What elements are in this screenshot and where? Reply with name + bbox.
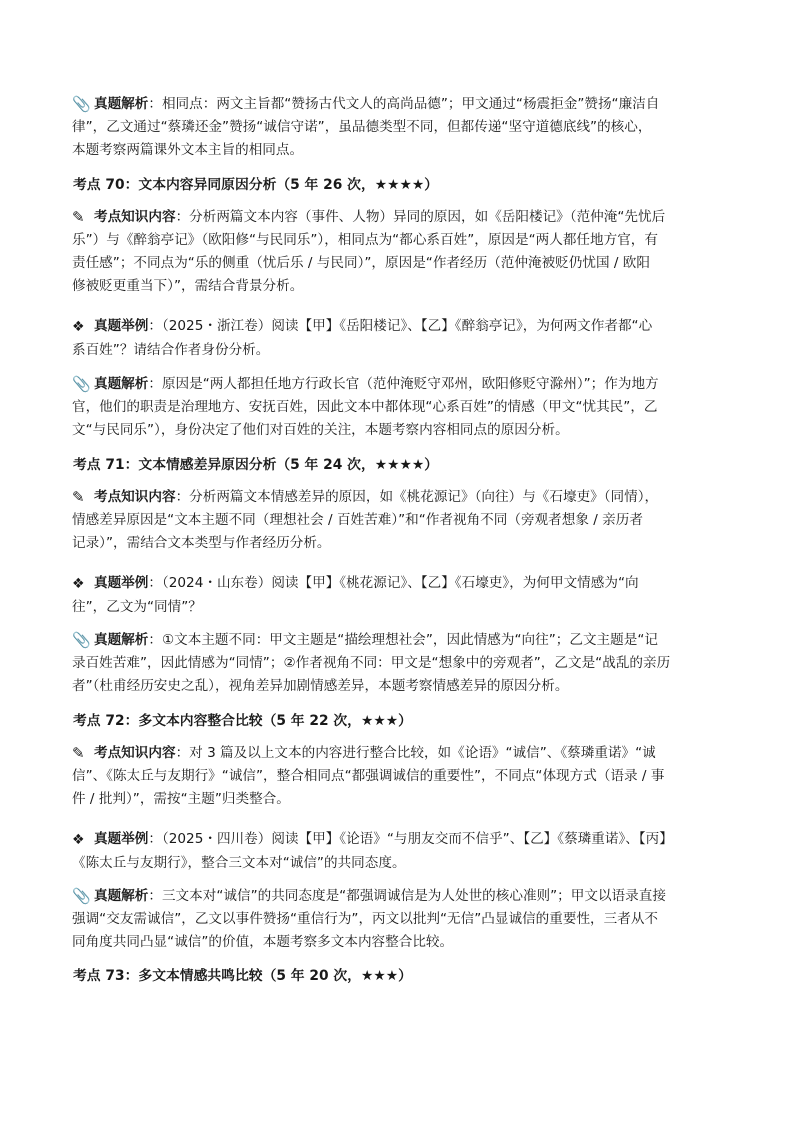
diamond-icon: ❖: [72, 832, 85, 848]
text-line: 者”（杜甫经历安史之乱），视角差异加剧情感差异，本题考察情感差异的原因分析。: [72, 678, 569, 694]
paperclip-icon: 📎: [72, 375, 91, 393]
text-line: 分析两篇文本内容（事件、人物）异同的原因，如《岳阳楼记》（范仲淹“先忧后: [189, 209, 666, 225]
analysis-label: 真题解析 ：: [94, 632, 162, 648]
text-line: [72, 206, 762, 229]
answer-analysis: [72, 93, 762, 162]
text-line: [72, 629, 762, 652]
example-label: 真题举例 ：: [94, 831, 162, 847]
text-line: 本题考察两篇课外文本主旨的相同点。: [72, 142, 304, 158]
knowledge-label: 考点知识内容 ：: [94, 489, 189, 505]
section-heading: 考点 70：文本内容异同原因分析（5 年 26 次，★★★★）: [73, 177, 439, 193]
text-line: [72, 572, 762, 596]
pencil-icon: ✎: [72, 744, 85, 762]
paperclip-icon: 📎: [72, 631, 91, 649]
exam-example: [72, 315, 762, 362]
analysis-label: 真题解析 ：: [94, 376, 162, 392]
answer-analysis: [72, 373, 762, 442]
text-line: [72, 742, 762, 765]
paperclip-icon: 📎: [72, 95, 91, 113]
text-line: （2025・四川卷）阅读【甲】《论语》“与朋友交而不信乎”、【乙】《蔡璘重诺》、【丙】: [161, 831, 673, 847]
pencil-icon: ✎: [72, 208, 85, 226]
text-line: 三文本对“诚信”的共同态度是“都强调诚信是为人处世的核心准则”；甲文以语录直接: [161, 888, 666, 904]
text-line: 原因是“两人都担任地方行政长官（范仲淹贬守邓州，欧阳修贬守滁州）”；作为地方: [161, 376, 659, 392]
knowledge-content: [72, 486, 762, 555]
answer-analysis: [72, 885, 762, 954]
diamond-icon: ❖: [72, 319, 85, 335]
text-line: 对 3 篇及以上文本的内容进行整合比较，如《论语》“诚信”、《蔡璘重诺》“诚: [189, 745, 656, 761]
text-line: 强调“交友需诚信”，乙文以事件赞扬“重信行为”，丙文以批判“无信”凸显诚信的重要性，三者从不: [72, 911, 659, 927]
knowledge-content: [72, 206, 762, 298]
knowledge-label: 考点知识内容 ：: [94, 745, 189, 761]
text-line: 情感差异原因是“文本主题不同（理想社会 / 百姓苦难）”和“作者视角不同（旁观者想象 / 亲历者: [72, 512, 643, 528]
text-line: 信”、《陈太丘与友期行》“诚信”，整合相同点“都强调诚信的重要性”，不同点“体现方式（语录 / 事: [72, 768, 665, 784]
section-heading: 考点 72：多文本内容整合比较（5 年 22 次，★★★）: [73, 713, 412, 729]
exam-example: [72, 828, 762, 875]
text-line: 乐”）与《醉翁亭记》（欧阳修“与民同乐”），相同点为“都心系百姓”，原因是“两人都任地方官，有: [72, 232, 658, 248]
exam-example: [72, 572, 762, 619]
text-line: [72, 486, 762, 509]
text-line: 文“与民同乐”），身份决定了他们对百姓的关注，本题考察内容相同点的原因分析。: [72, 422, 569, 438]
analysis-label: 真题解析 ：: [94, 96, 162, 112]
text-line: 录百姓苦难”，因此情感为“同情”；②作者视角不同：甲文是“想象中的旁观者”，乙文是“战乱的亲历: [72, 655, 671, 671]
diamond-icon: ❖: [72, 576, 85, 592]
knowledge-content: [72, 742, 762, 811]
text-line: ①文本主题不同：甲文主题是“描绘理想社会”，因此情感为“向往”；乙文主题是“记: [161, 632, 658, 648]
text-line: 同角度共同凸显“诚信”的价值，本题考察多文本内容整合比较。: [72, 934, 454, 950]
text-line: [72, 93, 762, 116]
text-line: 修被贬更重当下）”，需结合背景分析。: [72, 278, 304, 294]
text-line: 《陈太丘与友期行》，整合三文本对“诚信”的共同态度。: [72, 855, 406, 871]
text-line: [72, 885, 762, 908]
analysis-label: 真题解析 ：: [94, 888, 162, 904]
text-line: 系百姓”？请结合作者身份分析。: [72, 342, 270, 358]
section-heading: 考点 71：文本情感差异原因分析（5 年 24 次，★★★★）: [73, 457, 439, 473]
text-line: 件 / 批判）”，需按“主题”归类整合。: [72, 791, 290, 807]
text-line: 责任感”；不同点为“乐的侧重（忧后乐 / 与民同）”，原因是“作者经历（范仲淹被贬仍忧国 / 欧阳: [72, 255, 650, 271]
text-line: 官，他们的职责是治理地方、安抚百姓，因此文本中都体现“心系百姓”的情感（甲文“忧其民”，乙: [72, 399, 658, 415]
text-line: [72, 828, 762, 852]
text-line: 相同点：两文主旨都“赞扬古代文人的高尚品德”；甲文通过“杨震拒金”赞扬“廉洁自: [161, 96, 660, 112]
text-line: [72, 373, 762, 396]
text-line: （2025・浙江卷）阅读【甲】《岳阳楼记》、【乙】《醉翁亭记》，为何两文作者都“心: [161, 318, 653, 334]
pencil-icon: ✎: [72, 488, 85, 506]
text-line: （2024・山东卷）阅读【甲】《桃花源记》、【乙】《石壕吏》，为何甲文情感为“向: [161, 575, 639, 591]
section-heading: 考点 73：多文本情感共鸣比较（5 年 20 次，★★★）: [73, 968, 412, 984]
knowledge-label: 考点知识内容 ：: [94, 209, 189, 225]
text-line: 分析两篇文本情感差异的原因，如《桃花源记》（向往）与《石壕吏》（同情），: [189, 489, 659, 505]
example-label: 真题举例 ：: [94, 575, 162, 591]
text-line: 律”，乙文通过“蔡璘还金”赞扬“诚信守诺”，虽品德类型不同，但都传递“坚守道德底线”的核心，: [72, 119, 652, 135]
example-label: 真题举例 ：: [94, 318, 162, 334]
text-line: 记录）”，需结合文本类型与作者经历分析。: [72, 535, 331, 551]
text-line: 往”，乙文为“同情”？: [72, 599, 202, 615]
text-line: [72, 315, 762, 339]
paperclip-icon: 📎: [72, 887, 91, 905]
answer-analysis: [72, 629, 762, 698]
